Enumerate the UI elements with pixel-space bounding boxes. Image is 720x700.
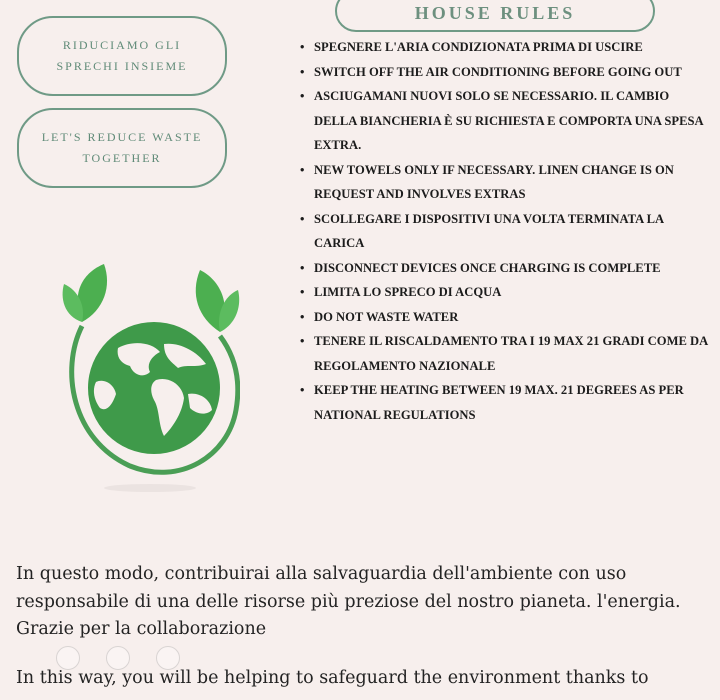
rule-item: [300, 158, 710, 207]
rule-text: DISCONNECT DEVICES ONCE CHARGING IS COMPLETE: [314, 260, 661, 275]
bullet: •: [300, 334, 305, 348]
rule-item: [300, 84, 710, 158]
bullet: •: [300, 40, 305, 54]
bullet: •: [300, 162, 305, 177]
paragraph-english: In this way, you will be helping to safeguard the environment thanks to: [16, 668, 649, 688]
rule-text: NEW TOWELS ONLY IF NECESSARY. LINEN CHANGE IS ON REQUEST AND INVOLVES EXTRAS: [314, 162, 674, 201]
rule-item: [300, 378, 710, 427]
page-title: HOUSE RULES: [414, 3, 576, 23]
badge-line: SPRECHI INSIEME: [56, 59, 188, 73]
bullet: •: [300, 89, 305, 103]
rule-item: [300, 280, 710, 305]
rule-item: [300, 35, 710, 60]
rule-item: [300, 305, 710, 330]
bullet: •: [300, 260, 305, 275]
house-rules-list: [300, 35, 710, 427]
bullet: •: [300, 211, 305, 226]
rule-item: [300, 60, 710, 85]
rule-text: ASCIUGAMANI NUOVI SOLO SE NECESSARIO. IL CAMBIO DELLA BIANCHERIA È SU RICHIESTA E COMPORTA UNA SPESA EXTRA.: [314, 89, 703, 152]
rule-text: DO NOT WASTE WATER: [314, 309, 459, 324]
badge-line: TOGETHER: [82, 151, 162, 165]
bullet: •: [300, 285, 305, 299]
rule-text: SWITCH OFF THE AIR CONDITIONING BEFORE GOING OUT: [314, 64, 682, 79]
rule-text: LIMITA LO SPRECO DI ACQUA: [314, 285, 502, 299]
rule-item: [300, 256, 710, 281]
rule-text: SCOLLEGARE I DISPOSITIVI UNA VOLTA TERMINATA LA CARICA: [314, 211, 664, 250]
bullet: •: [300, 309, 305, 324]
rule-text: SPEGNERE L'ARIA CONDIZIONATA PRIMA DI USCIRE: [314, 40, 643, 54]
bullet: •: [300, 383, 305, 397]
bullet: •: [300, 64, 305, 79]
paragraph-italian: In questo modo, contribuirai alla salvaguardia dell'ambiente con uso responsabile di una delle risorse più preziose del nostro pianeta. l'energia. Grazie per la collaborazione: [16, 564, 681, 639]
badge-reduce-waste-english: [17, 108, 227, 188]
house-rules-title-badge: [335, 0, 655, 32]
badge-line: RIDUCIAMO GLI: [62, 38, 182, 52]
rule-item: [300, 207, 710, 256]
rule-item: [300, 329, 710, 378]
earth-globe-icon: [60, 260, 240, 500]
rule-text: TENERE IL RISCALDAMENTO TRA I 19 MAX 21 GRADI COME DA REGOLAMENTO NAZIONALE: [314, 334, 708, 373]
rule-text: KEEP THE HEATING BETWEEN 19 MAX. 21 DEGREES AS PER NATIONAL REGULATIONS: [314, 383, 684, 422]
badge-reduce-waste-italian: [17, 16, 227, 96]
badge-line: LET'S REDUCE WASTE: [41, 130, 203, 144]
